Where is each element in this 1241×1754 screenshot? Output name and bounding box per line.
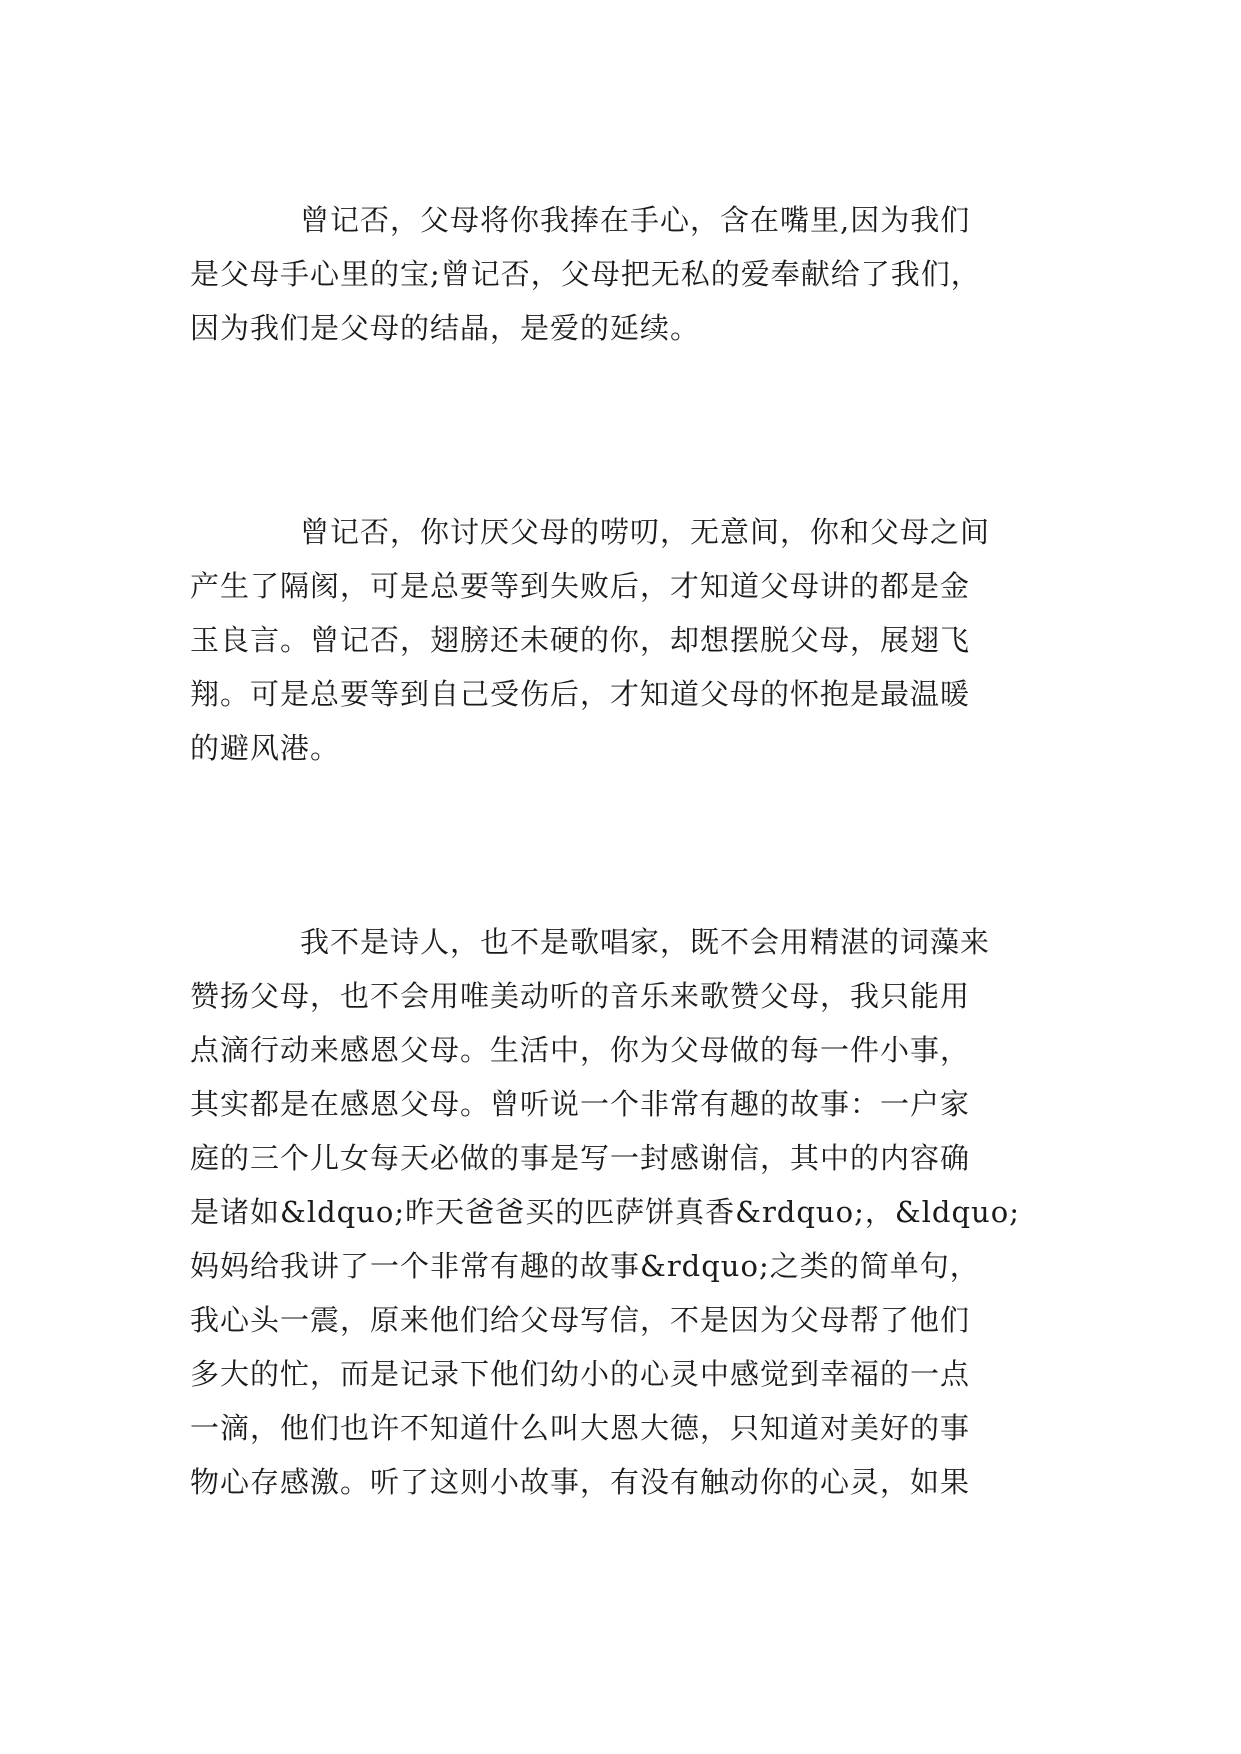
paragraph-line: 曾记否，父母将你我捧在手心，含在嘴里,因为我们 [300,203,971,237]
paragraph-line: 点滴行动来感恩父母。生活中，你为父母做的每一件小事， [190,1033,971,1067]
paragraph-line: 物心存感激。听了这则小故事，有没有触动你的心灵，如果 [190,1465,971,1499]
paragraph-line: 赞扬父母，也不会用唯美动听的音乐来歌赞父母，我只能用 [190,979,971,1013]
paragraph-line: 多大的忙，而是记录下他们幼小的心灵中感觉到幸福的一点 [190,1357,971,1391]
paragraph-line: 翔。可是总要等到自己受伤后，才知道父母的怀抱是最温暖 [190,677,971,711]
paragraph-line: 曾记否，你讨厌父母的唠叨，无意间，你和父母之间 [300,515,991,549]
paragraph-line: 庭的三个儿女每天必做的事是写一封感谢信，其中的内容确 [190,1141,971,1175]
paragraph-line: 是父母手心里的宝;曾记否，父母把无私的爱奉献给了我们， [190,257,981,291]
paragraph-line: 我心头一震，原来他们给父母写信，不是因为父母帮了他们 [190,1303,971,1337]
paragraph-line: 其实都是在感恩父母。曾听说一个非常有趣的故事：一户家 [190,1087,971,1121]
paragraph-line: 的避风港。 [190,731,341,765]
paragraph-line: 因为我们是父母的结晶，是爱的延续。 [190,311,701,345]
paragraph-line: 我不是诗人，也不是歌唱家，既不会用精湛的词藻来 [300,925,991,959]
paragraph-line: 妈妈给我讲了一个非常有趣的故事&rdquo;之类的简单句， [190,1249,980,1283]
paragraph-line: 玉良言。曾记否，翅膀还未硬的你，却想摆脱父母，展翅飞 [190,623,971,657]
paragraph-line: 产生了隔阂，可是总要等到失败后，才知道父母讲的都是金 [190,569,971,603]
paragraph-line: 是诸如&ldquo;昨天爸爸买的匹萨饼真香&rdquo;，&ldquo; [190,1195,1020,1229]
paragraph-line: 一滴，他们也许不知道什么叫大恩大德，只知道对美好的事 [190,1411,971,1445]
